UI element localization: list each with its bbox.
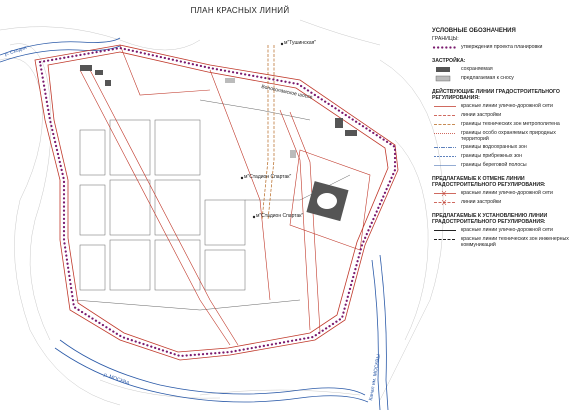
metro-lines [262, 45, 274, 220]
boundary-swatch [432, 44, 458, 51]
legend-row-active-5: границы прибрежных зон [461, 153, 523, 159]
legend-row-establish-0: красные линии улично-дорожной сети [461, 227, 553, 233]
legend-row-establish-1: красные линии технических зон инженерных коммуникаций [461, 236, 569, 248]
legend-row-boundary: утверждения проекта планировки [432, 44, 577, 51]
metro-spartak-label-2: м"Стадион Спартак" [256, 213, 304, 219]
metro-tushinskaya-label: м"Тушинская" [284, 40, 317, 46]
kept-swatch [432, 66, 458, 73]
legend-active-head: ДЕЙСТВУЮЩИЕ ЛИНИИ ГРАДОСТРОИТЕЛЬНОГО РЕГУЛИРОВАНИЯ: [432, 89, 560, 101]
legend-row-active-1: линии застройки [461, 112, 502, 118]
legend-establish-head: ПРЕДЛАГАЕМЫЕ К УСТАНОВЛЕНИЮ ЛИНИИ ГРАДОСТРОИТЕЛЬНОГО РЕГУЛИРОВАНИЯ: [432, 213, 548, 225]
legend-row-cancel-0: красные линии улично-дорожной сети [432, 190, 577, 197]
legend-row-active-0: красные линии улично-дорожной сети [461, 103, 553, 109]
metro-markers [241, 43, 283, 218]
legend-row-demolish: предлагаемая к сносу [432, 75, 577, 82]
stadium [290, 150, 370, 250]
legend-title: УСЛОВНЫЕ ОБОЗНАЧЕНИЯ [432, 28, 516, 34]
buildings [80, 65, 357, 136]
volokolamskoe-label: Волоколамское шоссе [260, 84, 313, 101]
moskva-river [60, 340, 365, 395]
legend-cancel-head: ПРЕДЛАГАЕМЫЕ К ОТМЕНЕ ЛИНИИ ГРАДОСТРОИТЕЛЬНОГО РЕГУЛИРОВАНИЯ: [432, 176, 546, 188]
demolish-swatch [432, 75, 458, 82]
map-title: ПЛАН КРАСНЫХ ЛИНИЙ [190, 6, 290, 15]
legend-row-active-4: границы водоохранных зон [461, 144, 527, 150]
river-moskva-label: р. МОСКВА [102, 372, 131, 387]
map-legend [432, 28, 577, 250]
river-skhodnya-label: р. Сходня [4, 44, 28, 58]
legend-buildings-head: ЗАСТРОЙКА: [432, 58, 466, 64]
legend-row-active-2: границы технических зон метрополитена [461, 121, 560, 127]
legend-row-active-3: границы особо охраняемых природных территорий [461, 130, 556, 142]
legend-row-cancel-1: линии застройки [432, 199, 577, 206]
legend-boundaries-head: ГРАНИЦЫ: [432, 36, 459, 42]
legend-row-active-6: границы береговой полосы [461, 162, 527, 168]
canal-label: Канал им. МОСКВЫ [368, 353, 383, 402]
legend-row-kept: сохраняемая [432, 66, 577, 73]
metro-spartak-label: м"Стадион Спартак" [244, 174, 292, 180]
